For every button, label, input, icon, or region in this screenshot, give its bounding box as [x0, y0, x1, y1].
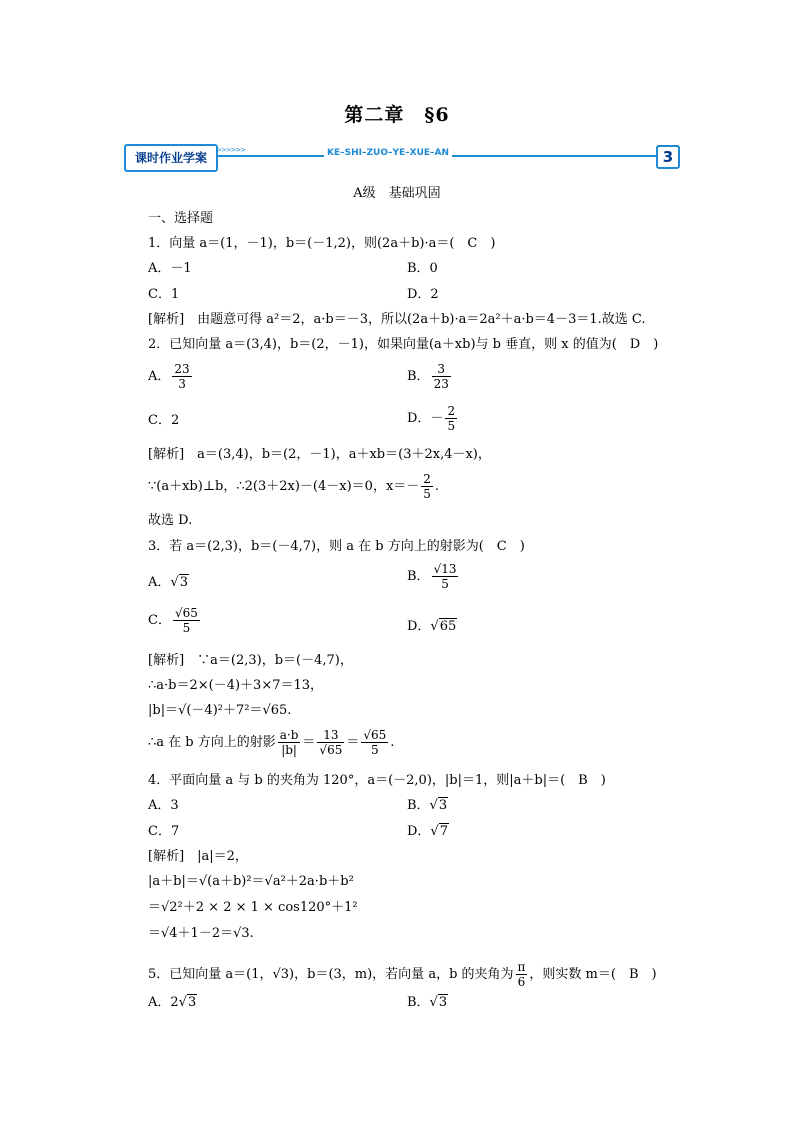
- q2d-prefix: D．－: [407, 411, 444, 426]
- banner-arrows: >>>>>>: [216, 146, 246, 154]
- q3-option-d: [407, 618, 457, 636]
- q2-option-a: [148, 362, 194, 391]
- q5-option-a: [148, 994, 197, 1012]
- q3d-prefix: D．√: [407, 619, 439, 634]
- q5b-radicand: 3: [438, 995, 448, 1010]
- q4-option-a: A．3: [148, 798, 179, 813]
- question-3: 3．若 a＝(2,3)，b＝(－4,7)，则 a 在 b 方向上的射影为( C ): [148, 539, 525, 554]
- q3s4-f3-num: √65: [363, 728, 387, 742]
- q5-fraction: [516, 960, 528, 989]
- banner-number: 3: [656, 145, 680, 169]
- q3b-prefix: B．: [407, 569, 430, 584]
- q2-solution-2: ∵(a＋xb)⊥b，∴2(3＋2x)－(4－x)＝0，x＝－ $\frac{2}{5}$ .: [148, 472, 440, 501]
- q3s4-f2-num: 13: [317, 728, 344, 743]
- q2s2-text: ∵(a＋xb)⊥b，∴2(3＋2x)－(4－x)＝0，x＝－: [148, 479, 420, 494]
- q3c-prefix: C．: [148, 613, 171, 628]
- q2a-den: 3: [178, 377, 186, 391]
- q3-solution-3: |b|＝√(－4)²＋7²＝√65.: [148, 703, 292, 718]
- q3a-prefix: A．√: [148, 575, 179, 590]
- section-banner: [124, 144, 680, 170]
- q2s2-fraction: [421, 472, 433, 501]
- q2d-num: 2: [447, 404, 456, 418]
- q4d-radicand: 7: [439, 824, 448, 839]
- q3-option-a: [148, 574, 189, 592]
- q2b-num: 3: [432, 362, 451, 377]
- q2b-fraction: [432, 362, 451, 391]
- banner-pinyin: KE–SHI–ZUO–YE–XUE–AN: [324, 148, 452, 158]
- q2a-fraction: [172, 362, 191, 391]
- q5a-radicand: 3: [187, 995, 197, 1010]
- q1-option-d: D．2: [407, 287, 439, 302]
- q4-solution-3: ＝√2²＋2 × 2 × 1 × cos120°＋1²: [148, 900, 358, 915]
- q4d-prefix: D．√: [407, 824, 439, 839]
- q3c-num: √65: [174, 606, 198, 620]
- q3c-den: 5: [182, 621, 191, 635]
- q4-solution-4: ＝√4＋1－2＝√3.: [148, 926, 254, 941]
- q3c-fraction: [173, 606, 200, 635]
- section-title: A级 基础巩固: [353, 186, 441, 201]
- q3b-den: 5: [441, 577, 449, 591]
- q2-solution-1: [解析] a＝(3,4)，b＝(2，－1)，a＋xb＝(3＋2x,4－x)，: [148, 447, 491, 462]
- q4-solution-2: |a＋b|＝√(a＋b)²＝√a²＋2a·b＋b²: [148, 874, 354, 889]
- q3s4-fraction-2: [317, 728, 344, 757]
- q2b-den: 23: [433, 377, 449, 391]
- q3b-num: √13: [433, 562, 457, 576]
- q2a-num: 23: [174, 362, 190, 376]
- q3s4-f3-den: 5: [371, 743, 379, 757]
- q4-option-d: [407, 823, 449, 841]
- q5-tail: ，则实数 m＝( B ): [529, 967, 657, 982]
- q2-option-c: C．2: [148, 413, 180, 428]
- q3s4-f1-num: a·b: [279, 728, 299, 742]
- question-4: 4．平面向量 a 与 b 的夹角为 120°，a＝(－2,0)，|b|＝1，则|a＋b|＝( B ): [148, 773, 606, 788]
- q4-option-c: C．7: [148, 824, 180, 839]
- q3-option-c: [148, 606, 202, 635]
- q3s4-f1-den: |b|: [281, 743, 297, 757]
- q5-option-b: [407, 994, 448, 1012]
- q2d-fraction: [445, 404, 457, 433]
- question-1: 1．向量 a＝(1，－1)，b＝(－1,2)，则(2a＋b)·a＝( C ): [148, 236, 496, 251]
- q2b-prefix: B．: [407, 369, 430, 384]
- q4b-radicand: 3: [438, 798, 448, 813]
- q1-solution: [解析] 由题意可得 a²＝2，a·b＝－3，所以(2a＋b)·a＝2a²＋a·b＝4－3＝1.故选 C.: [148, 312, 646, 327]
- q3a-radicand: 3: [179, 575, 188, 590]
- question-2: 2．已知向量 a＝(3,4)，b＝(2，－1)，如果向量(a＋xb)与 b 垂直，则 x 的值为( D ): [148, 337, 659, 352]
- q3-solution-2: ∴a·b＝2×(－4)＋3×7＝13，: [148, 678, 324, 693]
- q3s4-f2-den: √65: [319, 743, 343, 757]
- q2a-prefix: A．: [148, 369, 171, 384]
- q2-solution-3: 故选 D.: [148, 513, 193, 528]
- q3s4-text: ∴a 在 b 方向上的射影: [148, 735, 276, 750]
- q3-solution-1: [解析] ∵a＝(2,3)，b＝(－4,7)，: [148, 653, 353, 668]
- q2-option-b: [407, 362, 453, 391]
- q3d-radicand: 65: [439, 619, 457, 634]
- q2-option-d: [407, 404, 459, 433]
- question-5: [148, 960, 657, 989]
- q5-den: 6: [517, 975, 526, 989]
- q3-solution-4: ∴a 在 b 方向上的射影 $\frac{a\cdot b}{|b|}$ ＝ $\frac{13}{√65}$ ＝ $\frac{√65}{5}$ .: [148, 728, 395, 757]
- q2s2-den: 5: [423, 487, 431, 501]
- q1-option-a: A．－1: [148, 261, 192, 276]
- q5-num: π: [517, 960, 526, 974]
- q2s2-num: 2: [423, 472, 431, 486]
- q1-option-c: C．1: [148, 287, 180, 302]
- q4-solution-1: [解析] |a|＝2，: [148, 849, 248, 864]
- q1-option-b: B．0: [407, 261, 438, 276]
- banner-label: 课时作业学案: [124, 144, 218, 172]
- q5a-prefix: A．2√: [148, 995, 187, 1010]
- q3b-fraction: [432, 562, 459, 591]
- q3s4-fraction-3: [361, 728, 388, 757]
- q3s4-fraction-1: [278, 728, 301, 757]
- q4b-prefix: B．√: [407, 798, 438, 813]
- q3-option-b: [407, 562, 460, 591]
- q5b-prefix: B．√: [407, 995, 438, 1010]
- part-title: 一、选择题: [148, 211, 214, 226]
- page-title: 第二章 §6: [344, 104, 450, 126]
- q5-text: 5．已知向量 a＝(1，√3)，b＝(3，m)，若向量 a，b 的夹角为: [148, 967, 514, 982]
- q2d-den: 5: [447, 419, 456, 433]
- q4-option-b: [407, 797, 448, 815]
